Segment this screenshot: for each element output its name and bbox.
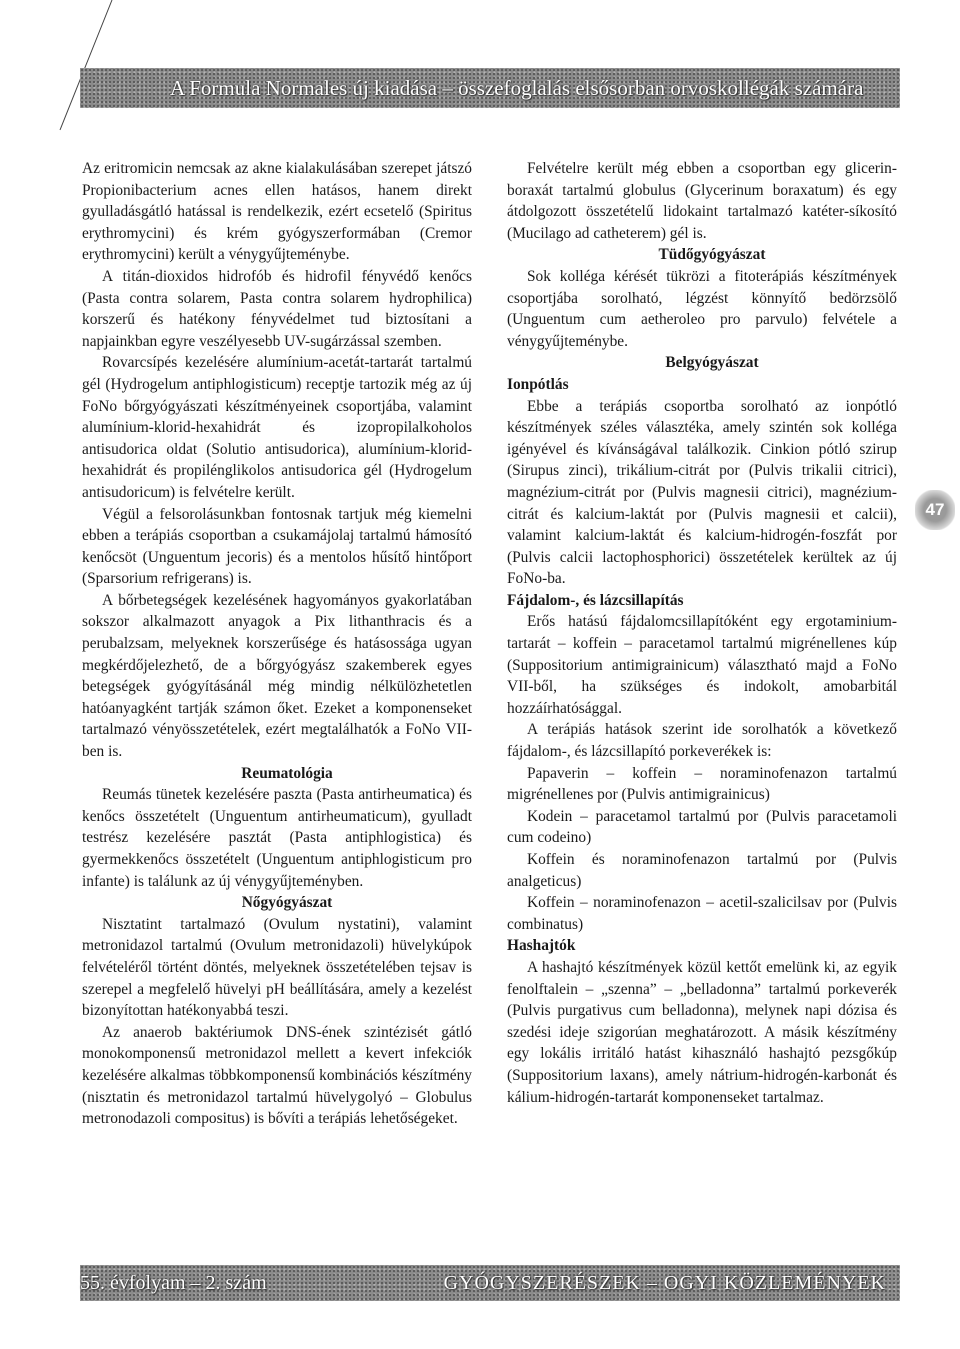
paragraph: Kodein – paracetamol tartalmú por (Pulvis paracetamoli cum codeino)	[507, 807, 897, 847]
section-heading-nogyogyaszat: Nőgyógyászat	[241, 894, 333, 912]
paragraph: Ebbe a terápiás csoportba sorolható az ionpótló készítmények széles választéka, amely szintén sok kolléga igényével és kívánságával találkozik. Cinkion pótló szirup (Sirupus zinci), trikálium-citrát por (Pulvis trikalii citrici), magnézium-citrát por (Pulvis magnesii citrici), magnézium-citrát és kalcium-laktát por (Pulvis magnesii et calcii), valamint kalcium-laktát és kalcium-hidrogén-foszfát por (Pulvis calcii lactophosphorici) összetételek kerültek az új FoNo-ba.	[507, 397, 897, 588]
section-heading-tudogyogyaszat: Tüdőgyógyászat	[658, 246, 766, 264]
paragraph: Nisztatint tartalmazó (Ovulum nystatini), valamint metronidazol tartalmú (Ovulum metronidazoli) hüvelykúpok felvételéről történt döntés, melyeknek összetételében tejsav is szerepel a megfelelő hüvelyi pH beállítására, amely a kezelést bizonyítottan hatékonyabbá teszi.	[82, 915, 472, 1020]
section-heading-belgyogyaszat: Belgyógyászat	[665, 354, 759, 372]
footer-banner	[80, 1265, 900, 1301]
page-number-badge: 47	[915, 490, 955, 530]
paragraph: A bőrbetegségek kezelésének hagyományos gyakorlatában sokszor alkalmazott anyagok a Pix lithanthracis és a perubalzsam, melyeknek korszerűsége és hatásossága ugyan megkérdőjelezhető, de a bőrgyógyász szakemberek egyes betegségek gyógyításánál még mindig nélkülözhetetlen hatóanyagként tartják számon őket. Ezeket a komponenseket tartalmazó vényösszetételek, ezért megtalálhatók a FoNo VII-ben is.	[82, 591, 472, 761]
paragraph: Felvételre került még ebben a csoportban egy glicerin-boraxát tartalmú globulus (Glycerinum boraxatum) és egy átdolgozott összetételű lidokaint tartalmazó katéter-síkosító (Mucilago ad catheterem) gél is.	[507, 160, 897, 242]
left-column	[82, 158, 472, 1130]
right-column	[507, 158, 897, 1108]
paragraph: A hashajtó készítmények közül kettőt emelünk ki, az egyik fenolftalein – „szenna” – „belladonna” tartalmú porkeverék (Pulvis purgativus cum belladonna), melynek napi dózisa és szedési ideje szigorúan meghatározott. A másik készítmény egy lokális irritáló hatást kihasználó hashajtó pezsgőkúp (Suppositorium laxans), amely nátrium-hidrogén-karbonát és kálium-hidrogén-tartarát komponenseket tartalmaz.	[507, 958, 897, 1106]
subheading-fajdalom: Fájdalom-, és lázcsillapítás	[507, 591, 684, 609]
paragraph: Papaverin – koffein – noraminofenazon tartalmú migrénellenes por (Pulvis antimigrainicus)	[507, 764, 897, 804]
subheading-ionpotlas: Ionpótlás	[507, 375, 569, 393]
paragraph: Az eritromicin nemcsak az akne kialakulásában szerepet játszó Propionibacterium acnes ellen hatásos, hanem direkt gyulladásgátló hatással is rendelkezik, ezért ecsetelő (Spiritus erythromycini) és krém gyógyszerformában (Cremor erythromycini) került a vénygyűjteménybe.	[82, 160, 472, 264]
header-banner: A Formula Normales új kiadása – összefoglalás elsősorban orvoskollégák számára	[80, 68, 900, 108]
paragraph: Az anaerob baktériumok DNS-ének szintézisét gátló monokomponensű metronidazol mellett a kevert infekciók kezelésére alkalmas többkomponensű kombinációs készítmény (nisztatin és metronidazol tartalmú hüvelygolyó – Globulus metronodazoli compositus) is bővíti a terápiás lehetőségeket.	[82, 1023, 472, 1128]
paragraph: Koffein – noraminofenazon – acetil-szalicilsav por (Pulvis combinatus)	[507, 894, 897, 933]
footer-issue: 55. évfolyam – 2. szám	[80, 1272, 267, 1294]
section-heading-reumatologia: Reumatológia	[241, 764, 333, 782]
paragraph: Rovarcsípés kezelésére alumínium-acetát-tartarát tartalmú gél (Hydrogelum antiphlogisticum) receptje tartozik még az új FoNo bőrgyógyászati készítményeinek csoportjába, valamint alumínium-klorid-hexahidrát és izopropilalkoholos antisudorica oldat (Solutio antisudorica), alumínium-klorid-hexahidrát és propilénglikolos antisudorica gél (Hydrogelum antisudoricum) is felvételre került.	[82, 354, 472, 501]
paragraph: Sok kolléga kérését tükrözi a fitoterápiás készítmények csoportjába sorolható, légzést könnyítő bedörzsölő (Unguentum cum aetheroleo pro parvulo) felvétele a vénygyűjteménybe.	[507, 267, 897, 350]
paragraph: A titán-dioxidos hidrofób és hidrofil fényvédő kenőcs (Pasta contra solarem, Pasta contra solarem hydrophilica) korszerű és hatékony fényvédelmet tud biztosítani a napjainkban egyre veszélyesebb UV-sugárzással szemben.	[82, 267, 472, 350]
paragraph: Erős hatású fájdalomcsillapítóként egy ergotaminium-tartarát – koffein – paracetamol tartalmú migrénellenes kúp (Suppositorium antimigrainicum) választható majd a FoNo VII-ből, ha szükséges és indokolt, amobarbitál hozzáírhatósággal.	[507, 613, 897, 717]
paragraph: Reumás tünetek kezelésére paszta (Pasta antirheumatica) és kenőcs összetételt (Unguentum antirheumaticum), gyulladt testrész kezelésére pasztát (Pasta antiphlogistica) és gyermekkenőcs összetételt (Unguentum antiphlogisticum pro infante) is találunk az új vénygyűjteményben.	[82, 786, 472, 890]
paragraph: A terápiás hatások szerint ide sorolhatók a következő fájdalom-, és lázcsillapító porkeverékek is:	[507, 721, 897, 761]
subheading-hashajtok: Hashajtók	[507, 937, 576, 955]
paragraph: Végül a felsorolásunkban fontosnak tartjuk még kiemelni ebben a terápiás csoportban a csukamájolaj tartalmú hámosító kenőcsöt (Unguentum jecoris) és a mentolos hűsítő hintőport (Sparsorium refrigerans) is.	[82, 505, 472, 588]
footer-journal: GYÓGYSZERÉSZEK – OGYI KÖZLEMÉNYEK	[443, 1272, 886, 1294]
paragraph: Koffein és noraminofenazon tartalmú por (Pulvis analgeticus)	[507, 851, 897, 890]
